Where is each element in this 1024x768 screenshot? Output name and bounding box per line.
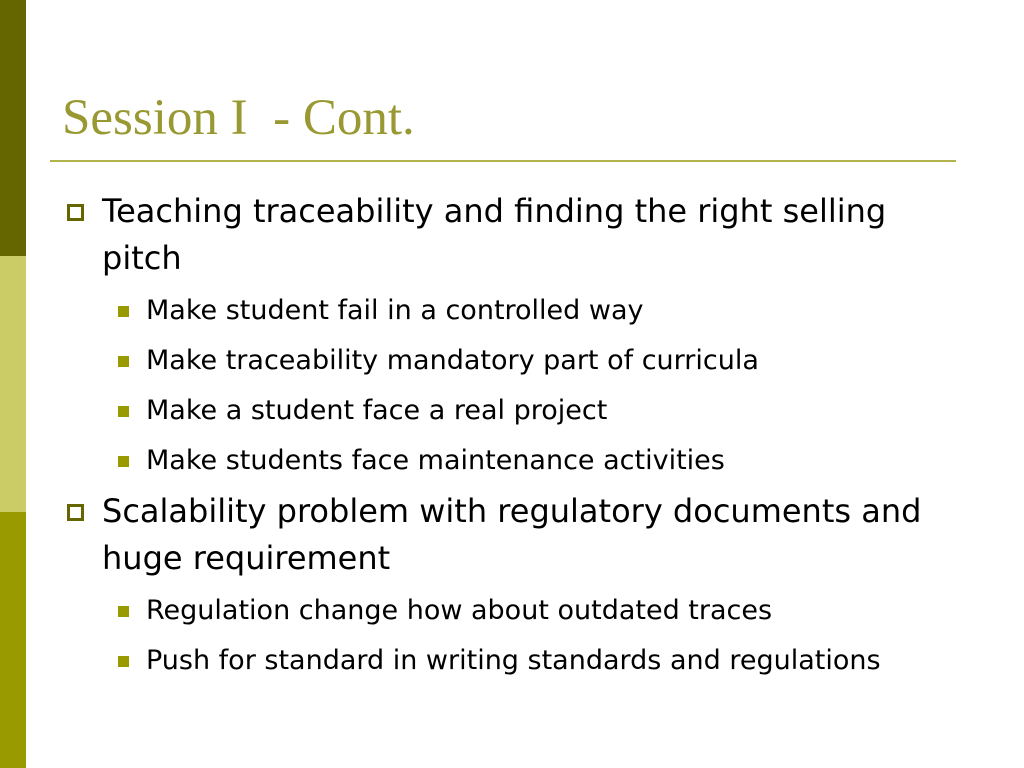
filled-square-icon [118,306,129,317]
side-bar-top [0,0,26,256]
bullet-text: Scalability problem with regulatory documents and huge requirement [102,492,922,577]
title-divider [50,160,956,162]
sub-bullet-item [64,390,964,432]
filled-square-icon [118,656,129,667]
bullet-item [64,488,964,582]
bullet-item [64,188,964,282]
hollow-square-icon [67,204,84,221]
bullet-text: Teaching traceability and finding the right selling pitch [102,192,887,277]
sub-bullet-text: Make student fail in a controlled way [146,295,644,326]
filled-square-icon [118,606,129,617]
sub-bullet-item [64,590,964,632]
sub-bullet-text: Make traceability mandatory part of curricula [146,345,759,376]
filled-square-icon [118,356,129,367]
side-bar-bottom [0,512,26,768]
sub-bullet-item [64,440,964,482]
slide-title: Session I - Cont. [62,90,415,146]
sub-bullet-item [64,290,964,332]
sub-bullet-item [64,340,964,382]
sub-bullet-text: Make a student face a real project [146,395,608,426]
sub-bullet-text: Push for standard in writing standards and regulations [146,645,881,676]
side-bar-middle [0,256,26,512]
filled-square-icon [118,456,129,467]
sub-bullet-text: Make students face maintenance activities [146,445,725,476]
sub-bullet-text: Regulation change how about outdated traces [146,595,773,626]
sub-bullet-item [64,640,964,682]
bullet-list [64,188,964,682]
filled-square-icon [118,406,129,417]
hollow-square-icon [67,504,84,521]
